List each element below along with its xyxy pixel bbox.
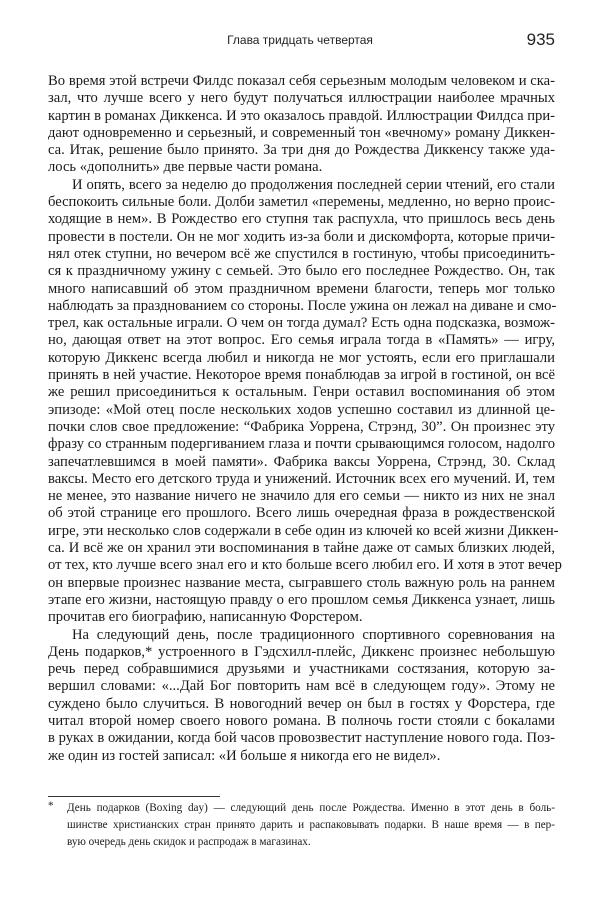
text-line: беспокоить сильные боли. Долби заметил «перемены, медленно, но верно проис- [48,194,555,211]
text-line: зал, что лучше всего у него будут получаться иллюстрации наиболее мрачных [48,90,555,107]
body-text [48,73,562,765]
text-line: дают одновременно и серьезный, и современный тон «вечному» роману Диккен- [48,124,555,141]
text-line: читал второй номер своего нового романа. В полночь гости стояли с бокалами [48,712,555,729]
footnote-divider [48,796,220,797]
footnote-marker: * [48,800,54,812]
footnote-line: шинстве христианских стран принято дарить и распаковывать подарки. В наше время — в пер- [67,819,555,831]
text-line: принять в ней участие. Некоторое время понаблюдав за игрой в гостиной, он всё [48,367,555,384]
text-line: эпизоде: «Мой отец после нескольких ходов успешно составил из длинной це- [48,401,555,418]
text-line: наблюдать за празднованием со стороны. После ужина он лежал на диване и смо- [48,297,557,314]
text-line: са. И всё же он хранил эти воспоминания в тайне даже от самых близких людей, [48,540,555,557]
text-line: в руках в ожидании, когда бой часов провозвестит наступление нового года. Поз- [48,730,555,747]
text-line: трел, как остальные играли. О чем он тогда думал? Есть одна подсказка, возмож- [48,315,555,332]
text-line: этапе его жизни, настоящую правду о его прошлом семья Диккенса узнает, лишь [48,591,555,608]
footnote-line: вую очередь день скидок и распродаж в магазинах. [67,836,311,848]
text-line: же один из гостей записал: «И больше я никогда его не видел». [48,747,441,764]
text-line: фразу со странным подергиванием глаза и почти срывающимся голосом, надолго [48,436,555,453]
text-line: Во время этой встречи Филдс показал себя серьезным молодым человеком и ска- [48,73,555,89]
text-line: суждено было случиться. В новогодний вечер он был в гостях у Форстера, где [48,695,555,712]
paragraph [48,176,562,627]
text-line: он впервые произнес название места, сыгравшего столь важную роль на раннем [48,574,555,591]
text-line: запечатлевшимся в моей памяти». Фабрика ваксы Уоррена, Стрэнд, 30. Склад [48,453,555,470]
text-line: И опять, всего за неделю до продолжения последней серии чтений, его стали [72,176,555,193]
text-line: ваксы. Место его детского труда и унижений. Источник всех его мучений. И, тем [48,470,555,487]
text-line: игре, эти несколько слов содержали в себе один из ключей ко всей жизни Диккен- [48,522,559,539]
text-line: почки слов свое предложение: “Фабрика Уоррена, Стрэнд, 30”. Он произнес эту [48,418,555,435]
text-line: которую Диккенс всегда любил и никогда не мог устоять, если его приглашали [48,349,555,366]
footnote [48,800,555,851]
text-line: На следующий день, после традиционного спортивного соревнования на [72,626,555,643]
text-line: речь перед собравшимися друзьями и участниками состязания, которую за- [48,661,555,678]
text-line: День подарков,* устроенного в Гэдсхилл-плейс, Диккенс произнес небольшую [48,643,555,660]
page-number: 935 [526,30,555,49]
text-line: ся к праздничному ужину с семьей. Это было его последнее Рождество. Он, так [48,263,555,280]
text-line: лось «дополнить» две первые части романа. [48,159,323,176]
text-line: нял отек ступни, но вечером всё же спустился в гостиную, чтобы присоединить- [48,245,555,262]
text-line: об этой странице его прошлого. Всего лишь очередная фраза в рождественской [48,505,555,522]
text-line: картин в романах Диккенса. И это оказалось правдой. Иллюстрации Филдса при- [48,107,555,124]
text-line: же решил присоединиться к остальным. Генри оставил воспоминания об этом [48,384,555,401]
text-line: не менее, это название ничего не значило для его семьи — никто из них не знал [48,488,555,505]
text-line: провести в постели. Он не мог ходить из-за боли и дискомфорта, которые причи- [48,228,555,245]
paragraph [48,73,555,177]
chapter-title: Глава тридцать четвертая [227,33,373,47]
text-line: ходящие в нем». В Рождество его ступня так распухла, что пришлось весь день [48,211,555,228]
text-line: прочитав его биографию, написанную Форстером. [48,609,363,626]
text-line: но, дающая ответ на этот вопрос. Его семья играла тогда в «Память» — игру, [48,332,555,349]
text-line: много написавший об этом праздничном времени благости, теперь мог только [48,280,555,297]
text-line: вершил словами: «...Дай Бог повторить нам всё в следующем году». Этому не [48,678,555,695]
paragraph [48,627,555,765]
footnote-line: День подарков (Boxing day) — следующий день после Рождества. Именно в этот день в боль- [67,802,555,814]
text-line: от тех, кто лучше всего знал его и кто больше всего любил его. И хотя в этот вечер [48,557,562,574]
text-line: са. Итак, решение было принято. За три дня до Рождества Диккенсу также уда- [48,142,555,159]
